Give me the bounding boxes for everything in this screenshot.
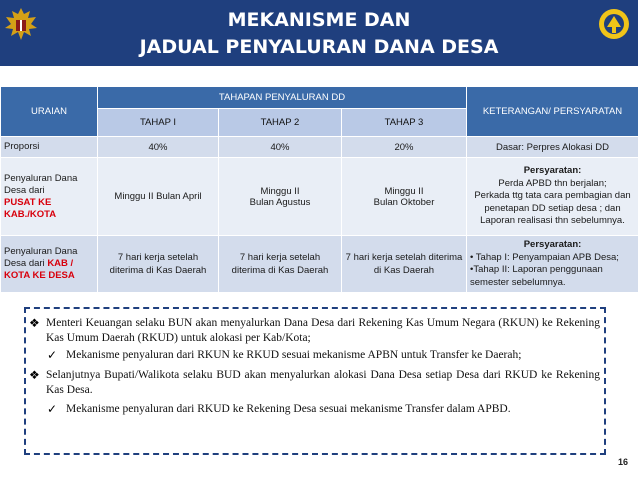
row-label-pusat-prefix: Penyaluran Dana Desa dari	[4, 172, 78, 196]
pusat-tahap3	[342, 158, 467, 236]
note-item-2-check: Mekanisme penyaluran dari RKUD ke Rekening Desa sesuai mekanisme Transfer dalam APBD.	[66, 403, 511, 415]
header-tahap2: TAHAP 2	[219, 109, 342, 137]
row-label-kab-highlight1: KAB /	[47, 258, 74, 269]
kab-tahap3: 7 hari kerja setelah diterima di Kas Daerah	[342, 236, 467, 293]
kab-keterangan	[467, 236, 638, 293]
row-label-pusat	[1, 158, 98, 236]
note-item-1: Menteri Keuangan selaku BUN akan menyalurkan Dana Desa dari Rekening Kas Umum Negara (RKUN) ke Rekening Kas Umum Daerah (RKUD) untuk alokasi per Kab/Kota;	[46, 317, 600, 344]
slide-header	[0, 0, 638, 66]
page-number: 16	[618, 457, 629, 467]
pusat-ket-line1: Perda APBD thn berjalan;	[498, 177, 607, 189]
header-keterangan: KETERANGAN/ PERSYARATAN	[467, 87, 638, 137]
header-tahap1: TAHAP I	[98, 109, 219, 137]
pusat-tahap2-line1: Minggu II	[260, 185, 300, 197]
row-label-kab-highlight2: KOTA KE DESA	[4, 270, 75, 281]
proporsi-keterangan: Dasar: Perpres Alokasi DD	[467, 137, 638, 158]
pusat-tahap3-line2: Bulan Oktober	[373, 196, 435, 208]
proporsi-tahap3: 20%	[342, 137, 467, 158]
header-uraian: URAIAN	[1, 87, 98, 137]
page-title-line2: JADUAL PENYALURAN DANA DESA	[139, 36, 499, 58]
pusat-tahap1: Minggu II Bulan April	[98, 158, 219, 236]
check-icon: ✓	[47, 348, 58, 362]
note-item-2: Selanjutnya Bupati/Walikota selaku BUD akan menyalurkan alokasi Dana Desa setiap Desa dari RKUD ke Rekening Kas Desa.	[46, 369, 600, 396]
pusat-tahap2	[219, 158, 342, 236]
pusat-ket-title: Persyaratan:	[523, 165, 582, 177]
check-icon: ✓	[47, 402, 58, 416]
square-bullet-icon: ❖	[29, 316, 40, 330]
proporsi-tahap1: 40%	[98, 137, 219, 158]
pusat-keterangan	[467, 158, 638, 236]
penyaluran-table	[0, 86, 638, 293]
pusat-tahap3-line1: Minggu II	[384, 185, 424, 197]
kemenkeu-logo-icon	[597, 7, 631, 41]
pusat-tahap2-line2: Bulan Agustus	[249, 196, 311, 208]
row-label-kab	[1, 236, 98, 293]
kab-tahap1: 7 hari kerja setelah diterima di Kas Daerah	[98, 236, 219, 293]
pusat-ket-line2: Perkada ttg tata cara pembagian dan penetapan DD setiap desa ; dan	[474, 190, 631, 214]
square-bullet-icon: ❖	[29, 368, 40, 382]
kab-tahap2: 7 hari kerja setelah diterima di Kas Daerah	[219, 236, 342, 293]
header-tahapan: TAHAPAN PENYALURAN DD	[98, 87, 467, 109]
row-label-pusat-highlight: PUSAT KE KAB./KOTA	[4, 196, 57, 220]
header-tahap3: TAHAP 3	[342, 109, 467, 137]
row-label-proporsi: Proporsi	[1, 137, 98, 158]
page-title-line1: MEKANISME DAN	[227, 9, 411, 31]
kab-ket-line1: • Tahap I: Penyampaian APB Desa;	[470, 251, 619, 263]
note-item-1-check: Mekanisme penyaluran dari RKUN ke RKUD sesuai mekanisme APBN untuk Transfer ke Daerah;	[66, 349, 522, 361]
row-label-kab-prefix: Penyaluran Dana Desa dari	[4, 246, 78, 269]
table-row	[1, 158, 638, 236]
garuda-emblem-icon	[4, 6, 38, 44]
kab-ket-title: Persyaratan:	[523, 239, 582, 250]
proporsi-tahap2: 40%	[219, 137, 342, 158]
kab-ket-line2: •Tahap II: Laporan penggunaan semester sebelumnya.	[470, 264, 603, 288]
pusat-ket-line3: Laporan realisasi thn sebelumnya.	[480, 215, 625, 227]
table-row	[1, 137, 638, 158]
table-row	[1, 236, 638, 293]
